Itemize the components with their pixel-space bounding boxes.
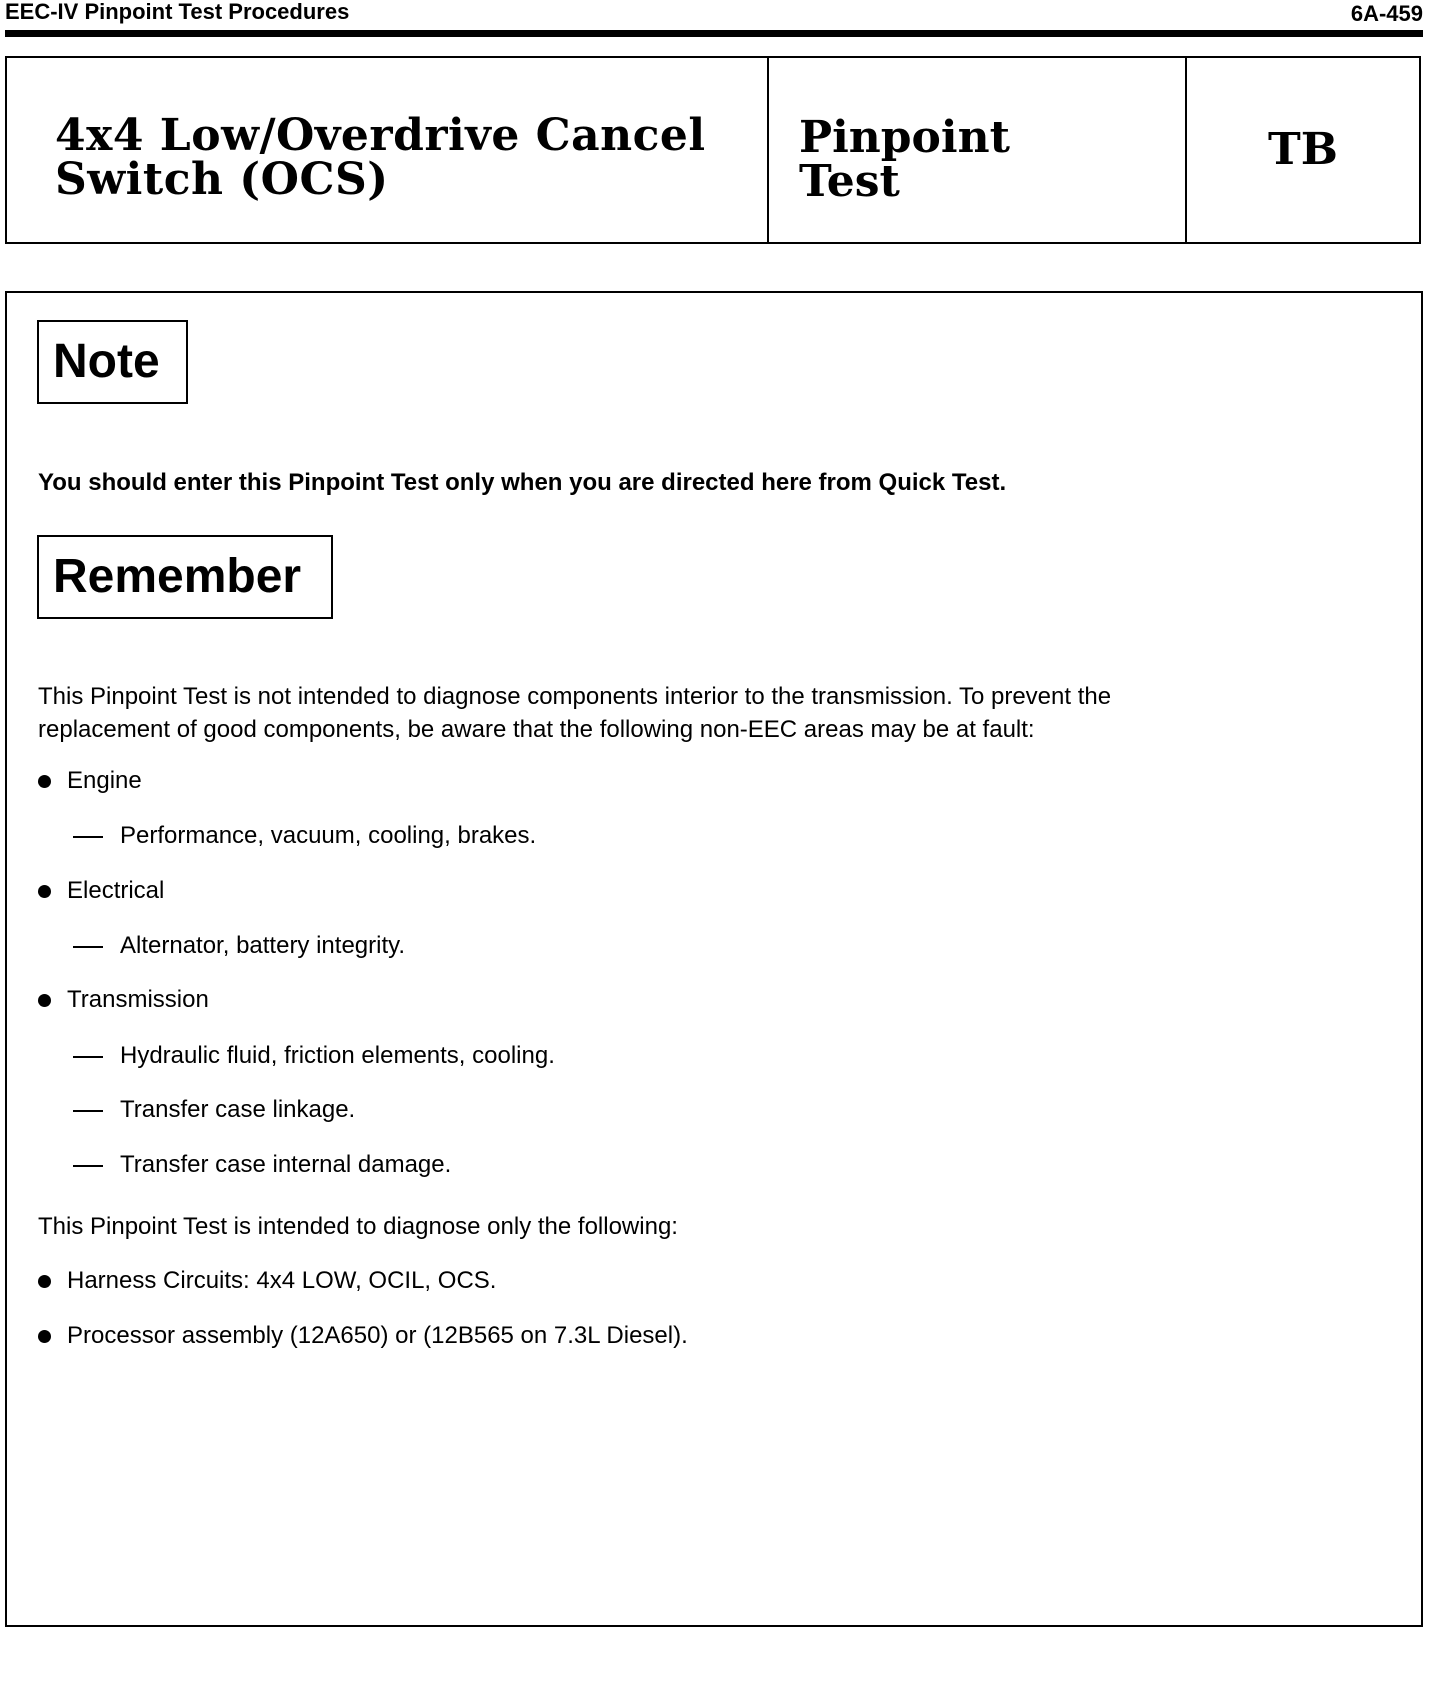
intended-intro: This Pinpoint Test is intended to diagnose only the following: [38,1213,678,1240]
test-title-line2: Switch (OCS) [55,154,389,205]
section-title: EEC-IV Pinpoint Test Procedures [5,0,350,24]
area-detail: Hydraulic fluid, friction elements, cooling. [120,1042,555,1069]
test-code-cell [1187,58,1419,242]
intended-item: Harness Circuits: 4x4 LOW, OCIL, OCS. [67,1267,497,1294]
dash-icon [73,1096,103,1124]
list-item [38,986,209,1014]
remember-paragraph-line1: This Pinpoint Test is not intended to diagnose components interior to the transmission. To prevent the [38,683,1112,710]
list-item [73,1151,451,1179]
list-item [73,1042,555,1070]
area-detail: Performance, vacuum, cooling, brakes. [120,822,537,849]
area-detail: Transfer case internal damage. [120,1151,452,1178]
page-number: 6A-459 [1350,1,1423,26]
dash-icon [73,1151,103,1179]
list-item [38,767,142,795]
test-title-line1: 4x4 Low/Overdrive Cancel [55,110,706,161]
pinpoint-line1: Pinpoint [799,112,1010,163]
bullet-icon [38,994,51,1007]
area-detail: Transfer case linkage. [120,1096,356,1123]
area-name: Transmission [67,986,209,1013]
intended-item: Processor assembly (12A650) or (12B565 on 7.3L Diesel). [67,1322,688,1349]
list-item [38,1267,496,1295]
remember-paragraph-line2: replacement of good components, be aware that the following non-EEC areas may be at fault: [38,716,1035,743]
pinpoint-test-label [799,112,1010,207]
list-item [73,822,536,850]
content-box [5,291,1423,1627]
pinpoint-test-cell [769,58,1187,242]
list-item [73,932,405,960]
area-detail: Alternator, battery integrity. [120,932,406,959]
pinpoint-line2: Test [799,156,900,207]
page-header [5,0,1423,30]
bullet-icon [38,1275,51,1288]
note-label: Note [37,320,188,404]
area-name: Engine [67,767,142,794]
dash-icon [73,1042,103,1070]
bullet-icon [38,775,51,788]
area-name: Electrical [67,877,165,904]
remember-label: Remember [37,535,333,619]
header-rule [5,30,1423,37]
remember-paragraph [38,680,1338,746]
list-item [38,1322,688,1350]
dash-icon [73,932,103,960]
dash-icon [73,822,103,850]
test-title [55,110,706,205]
title-box [5,56,1421,244]
list-item [73,1096,355,1124]
bullet-icon [38,1330,51,1343]
note-text: You should enter this Pinpoint Test only when you are directed here from Quick Test. [38,469,1007,496]
test-code: TB [1268,124,1338,175]
test-title-cell [7,58,769,242]
bullet-icon [38,885,51,898]
list-item [38,877,164,905]
